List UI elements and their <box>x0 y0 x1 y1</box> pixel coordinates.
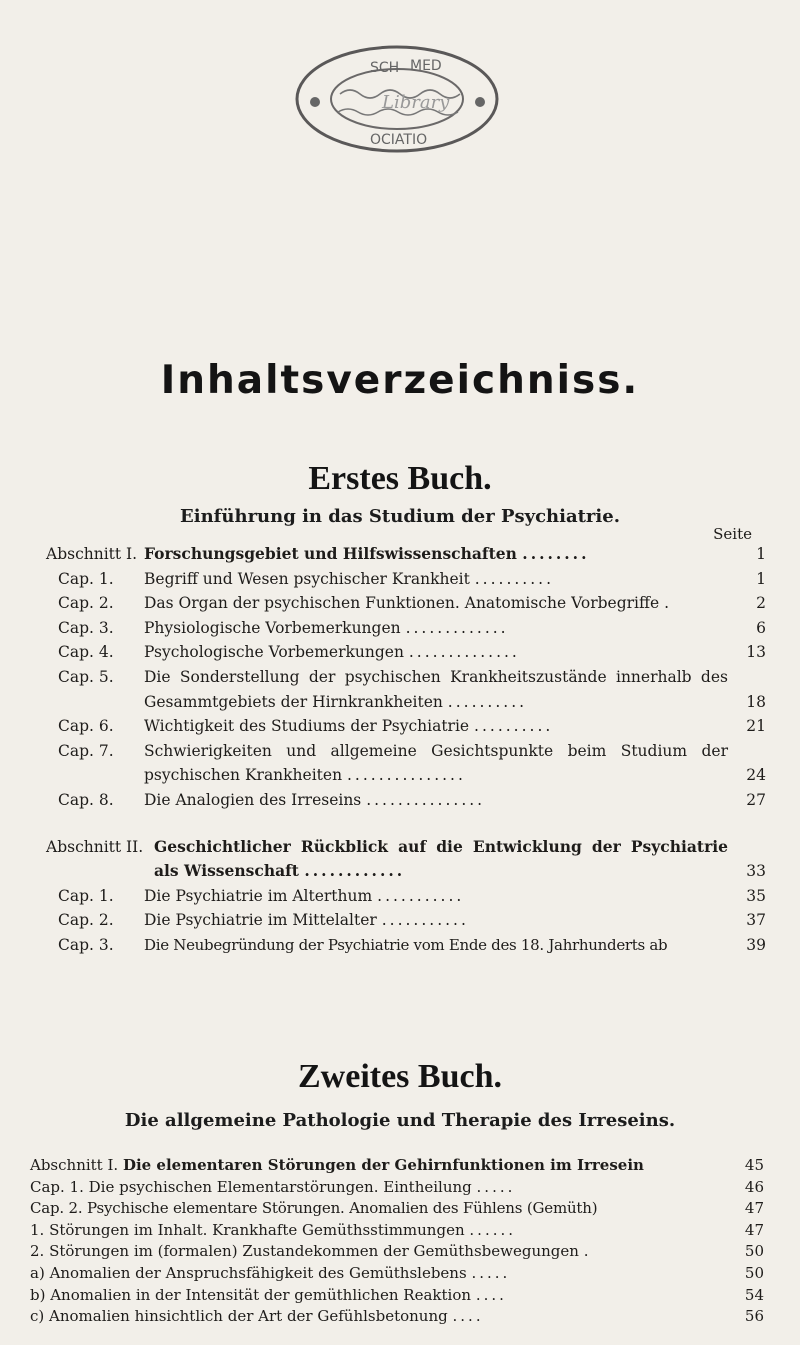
toc-chapter-row: Cap. 7. Schwierigkeiten und allgemeine Gesichtspunkte beim Studium der psychischen Krankheiten ............... 24 <box>46 739 766 788</box>
chapter-label: Cap. 1. <box>58 886 114 905</box>
chapter-title: Die Psychiatrie im Mittelalter <box>144 911 377 930</box>
chapter-title: Die Neubegründung der Psychiatrie vom Ende des 18. Jahrhunderts ab <box>144 935 668 954</box>
toc-chapter-row: Cap. 6. Wichtigkeit des Studiums der Psychiatrie .......... 21 <box>46 714 766 739</box>
page-number: 39 <box>746 935 766 954</box>
toc-entry-row: 2. Störungen im (formalen) Zustandekommen der Gemüthsbewegungen . 50 <box>30 1241 764 1263</box>
toc-chapter-row: Cap. 1. Begriff und Wesen psychischer Krankheit .......... 1 <box>46 567 766 592</box>
svg-text:SCH: SCH <box>370 60 400 76</box>
toc-section-row: Abschnitt I. Forschungsgebiet und Hilfswissenschaften ........ 1 <box>46 542 766 567</box>
chapter-title: Begriff und Wesen psychischer Krankheit <box>144 569 470 588</box>
entry-title: b) Anomalien in der Intensität der gemüthlichen Reaktion <box>30 1285 472 1304</box>
book1-subtitle: Einführung in das Studium der Psychiatrie. <box>180 506 620 527</box>
chapter-title: Die Psychiatrie im Alterthum <box>144 886 373 905</box>
toc-chapter-row: Cap. 3. Physiologische Vorbemerkungen ............. 6 <box>46 616 766 641</box>
page-number: 13 <box>746 643 766 662</box>
toc-entry-row <box>30 1198 764 1220</box>
chapter-title: Psychologische Vorbemerkungen <box>144 643 404 662</box>
page-number: 47 <box>744 1199 764 1218</box>
toc-section-row: Abschnitt II. Geschichtlicher Rückblick auf die Entwicklung der Psychiatrie als Wissenschaft ............ 33 <box>46 835 766 884</box>
chapter-title: Die Sonderstellung der psychischen Krankheitszustände innerhalb des Gesammtgebiets der Hirnkrankheiten <box>144 667 728 711</box>
page-number: 1 <box>756 569 766 588</box>
page-number: 21 <box>746 717 766 736</box>
chapter-label: Cap. 5. <box>58 667 114 686</box>
toc-chapter-row: Cap. 2. Die Psychiatrie im Mittelalter ........... 37 <box>46 908 766 933</box>
chapter-title: Das Organ der psychischen Funktionen. Anatomische Vorbegriffe . <box>144 594 670 613</box>
chapter-label: Cap. 2. <box>58 594 114 613</box>
page-number: 35 <box>746 886 766 905</box>
chapter-label: Cap. 6. <box>58 717 114 736</box>
chapter-label: Cap. 3. <box>58 935 114 954</box>
chapter-title: Schwierigkeiten und allgemeine Gesichtspunkte beim Studium der psychischen Krankheiten <box>144 741 728 785</box>
chapter-label: Cap. 1. <box>58 569 114 588</box>
chapter-label: Cap. 2. <box>58 911 114 930</box>
chapter-label: Cap. 8. <box>58 790 114 809</box>
entry-title: 2. Störungen im (formalen) Zustandekommen der Gemüthsbewegungen <box>30 1242 579 1261</box>
page-number: 1 <box>756 545 766 563</box>
page-number: 2 <box>756 594 766 613</box>
book1-title: Erstes Buch. <box>308 460 492 497</box>
section-title: Forschungsgebiet und Hilfswissenschaften <box>144 544 517 563</box>
chapter-title: Wichtigkeit des Studiums der Psychiatrie <box>144 717 470 736</box>
toc-chapter-row: Cap. 5. Die Sonderstellung der psychischen Krankheitszustände innerhalb des Gesammtgebiets der Hirnkrankheiten .......... 18 <box>46 665 766 714</box>
svg-text:OCIATIO: OCIATIO <box>370 132 428 148</box>
chapter-title: Die Analogien des Irreseins <box>144 790 362 809</box>
seite-column-header: Seite <box>713 525 752 543</box>
toc-section-row <box>30 1155 764 1177</box>
page-number: 33 <box>746 862 766 881</box>
page-number: 27 <box>746 790 766 809</box>
page-number: 45 <box>744 1156 764 1174</box>
section-label: Abschnitt II. <box>46 837 144 856</box>
entry-title: Cap. 2. Psychische elementare Störungen. Anomalien des Fühlens (Gemüth) <box>30 1199 598 1218</box>
page-number: 6 <box>756 618 766 637</box>
chapter-title: Physiologische Vorbemerkungen <box>144 618 401 637</box>
page-number: 50 <box>744 1263 764 1282</box>
page-number: 24 <box>746 766 766 785</box>
toc-chapter-row: Cap. 8. Die Analogien des Irreseins ............... 27 <box>46 788 766 813</box>
toc-entry-row: b) Anomalien in der Intensität der gemüthlichen Reaktion .... 54 <box>30 1285 764 1307</box>
chapter-label: Cap. 4. <box>58 643 114 662</box>
page-number: 56 <box>744 1307 764 1326</box>
svg-text:MED: MED <box>410 58 442 74</box>
entry-title: Cap. 1. Die psychischen Elementarstörungen. Eintheilung <box>30 1177 472 1196</box>
page-number: 46 <box>744 1177 764 1196</box>
page-number: 47 <box>744 1220 764 1239</box>
library-stamp-seal <box>290 42 505 157</box>
section-label: Abschnitt I. <box>46 545 138 563</box>
toc-entry-row: 1. Störungen im Inhalt. Krankhafte Gemüthsstimmungen ...... 47 <box>30 1220 764 1242</box>
toc-chapter-row <box>46 591 766 616</box>
book2-subtitle: Die allgemeine Pathologie und Therapie des Irreseins. <box>124 1110 676 1131</box>
section-title: Die elementaren Störungen der Gehirnfunktionen im Irresein <box>122 1156 644 1174</box>
entry-title: a) Anomalien der Anspruchsfähigkeit des Gemüthslebens <box>30 1263 467 1282</box>
entry-title: 1. Störungen im Inhalt. Krankhafte Gemüthsstimmungen <box>30 1220 465 1239</box>
toc-entry-row: a) Anomalien der Anspruchsfähigkeit des Gemüthslebens ..... 50 <box>30 1263 764 1285</box>
book2-title: Zweites Buch. <box>298 1058 502 1095</box>
book1-toc <box>46 542 766 958</box>
entry-title: c) Anomalien hinsichtlich der Art der Gefühlsbetonung <box>30 1307 448 1326</box>
svg-text:Library: Library <box>382 92 450 113</box>
toc-chapter-row <box>46 933 766 958</box>
page-number: 37 <box>746 911 766 930</box>
page-title: Inhaltsverzeichniss. <box>160 358 640 403</box>
book2-toc <box>30 1155 764 1328</box>
page-number: 18 <box>746 692 766 711</box>
toc-entry-row: c) Anomalien hinsichtlich der Art der Gefühlsbetonung .... 56 <box>30 1306 764 1328</box>
page-number: 54 <box>744 1285 764 1304</box>
toc-entry-row: Cap. 1. Die psychischen Elementarstörungen. Eintheilung ..... 46 <box>30 1177 764 1199</box>
toc-chapter-row: Cap. 4. Psychologische Vorbemerkungen .............. 13 <box>46 640 766 665</box>
page-number: 50 <box>744 1242 764 1261</box>
section-title: Geschichtlicher Rückblick auf die Entwicklung der Psychiatrie als Wissenschaft <box>154 836 728 881</box>
chapter-label: Cap. 3. <box>58 618 114 637</box>
chapter-label: Cap. 7. <box>58 741 114 760</box>
toc-chapter-row: Cap. 1. Die Psychiatrie im Alterthum ........... 35 <box>46 884 766 909</box>
section-label: Abschnitt I. <box>30 1156 119 1174</box>
